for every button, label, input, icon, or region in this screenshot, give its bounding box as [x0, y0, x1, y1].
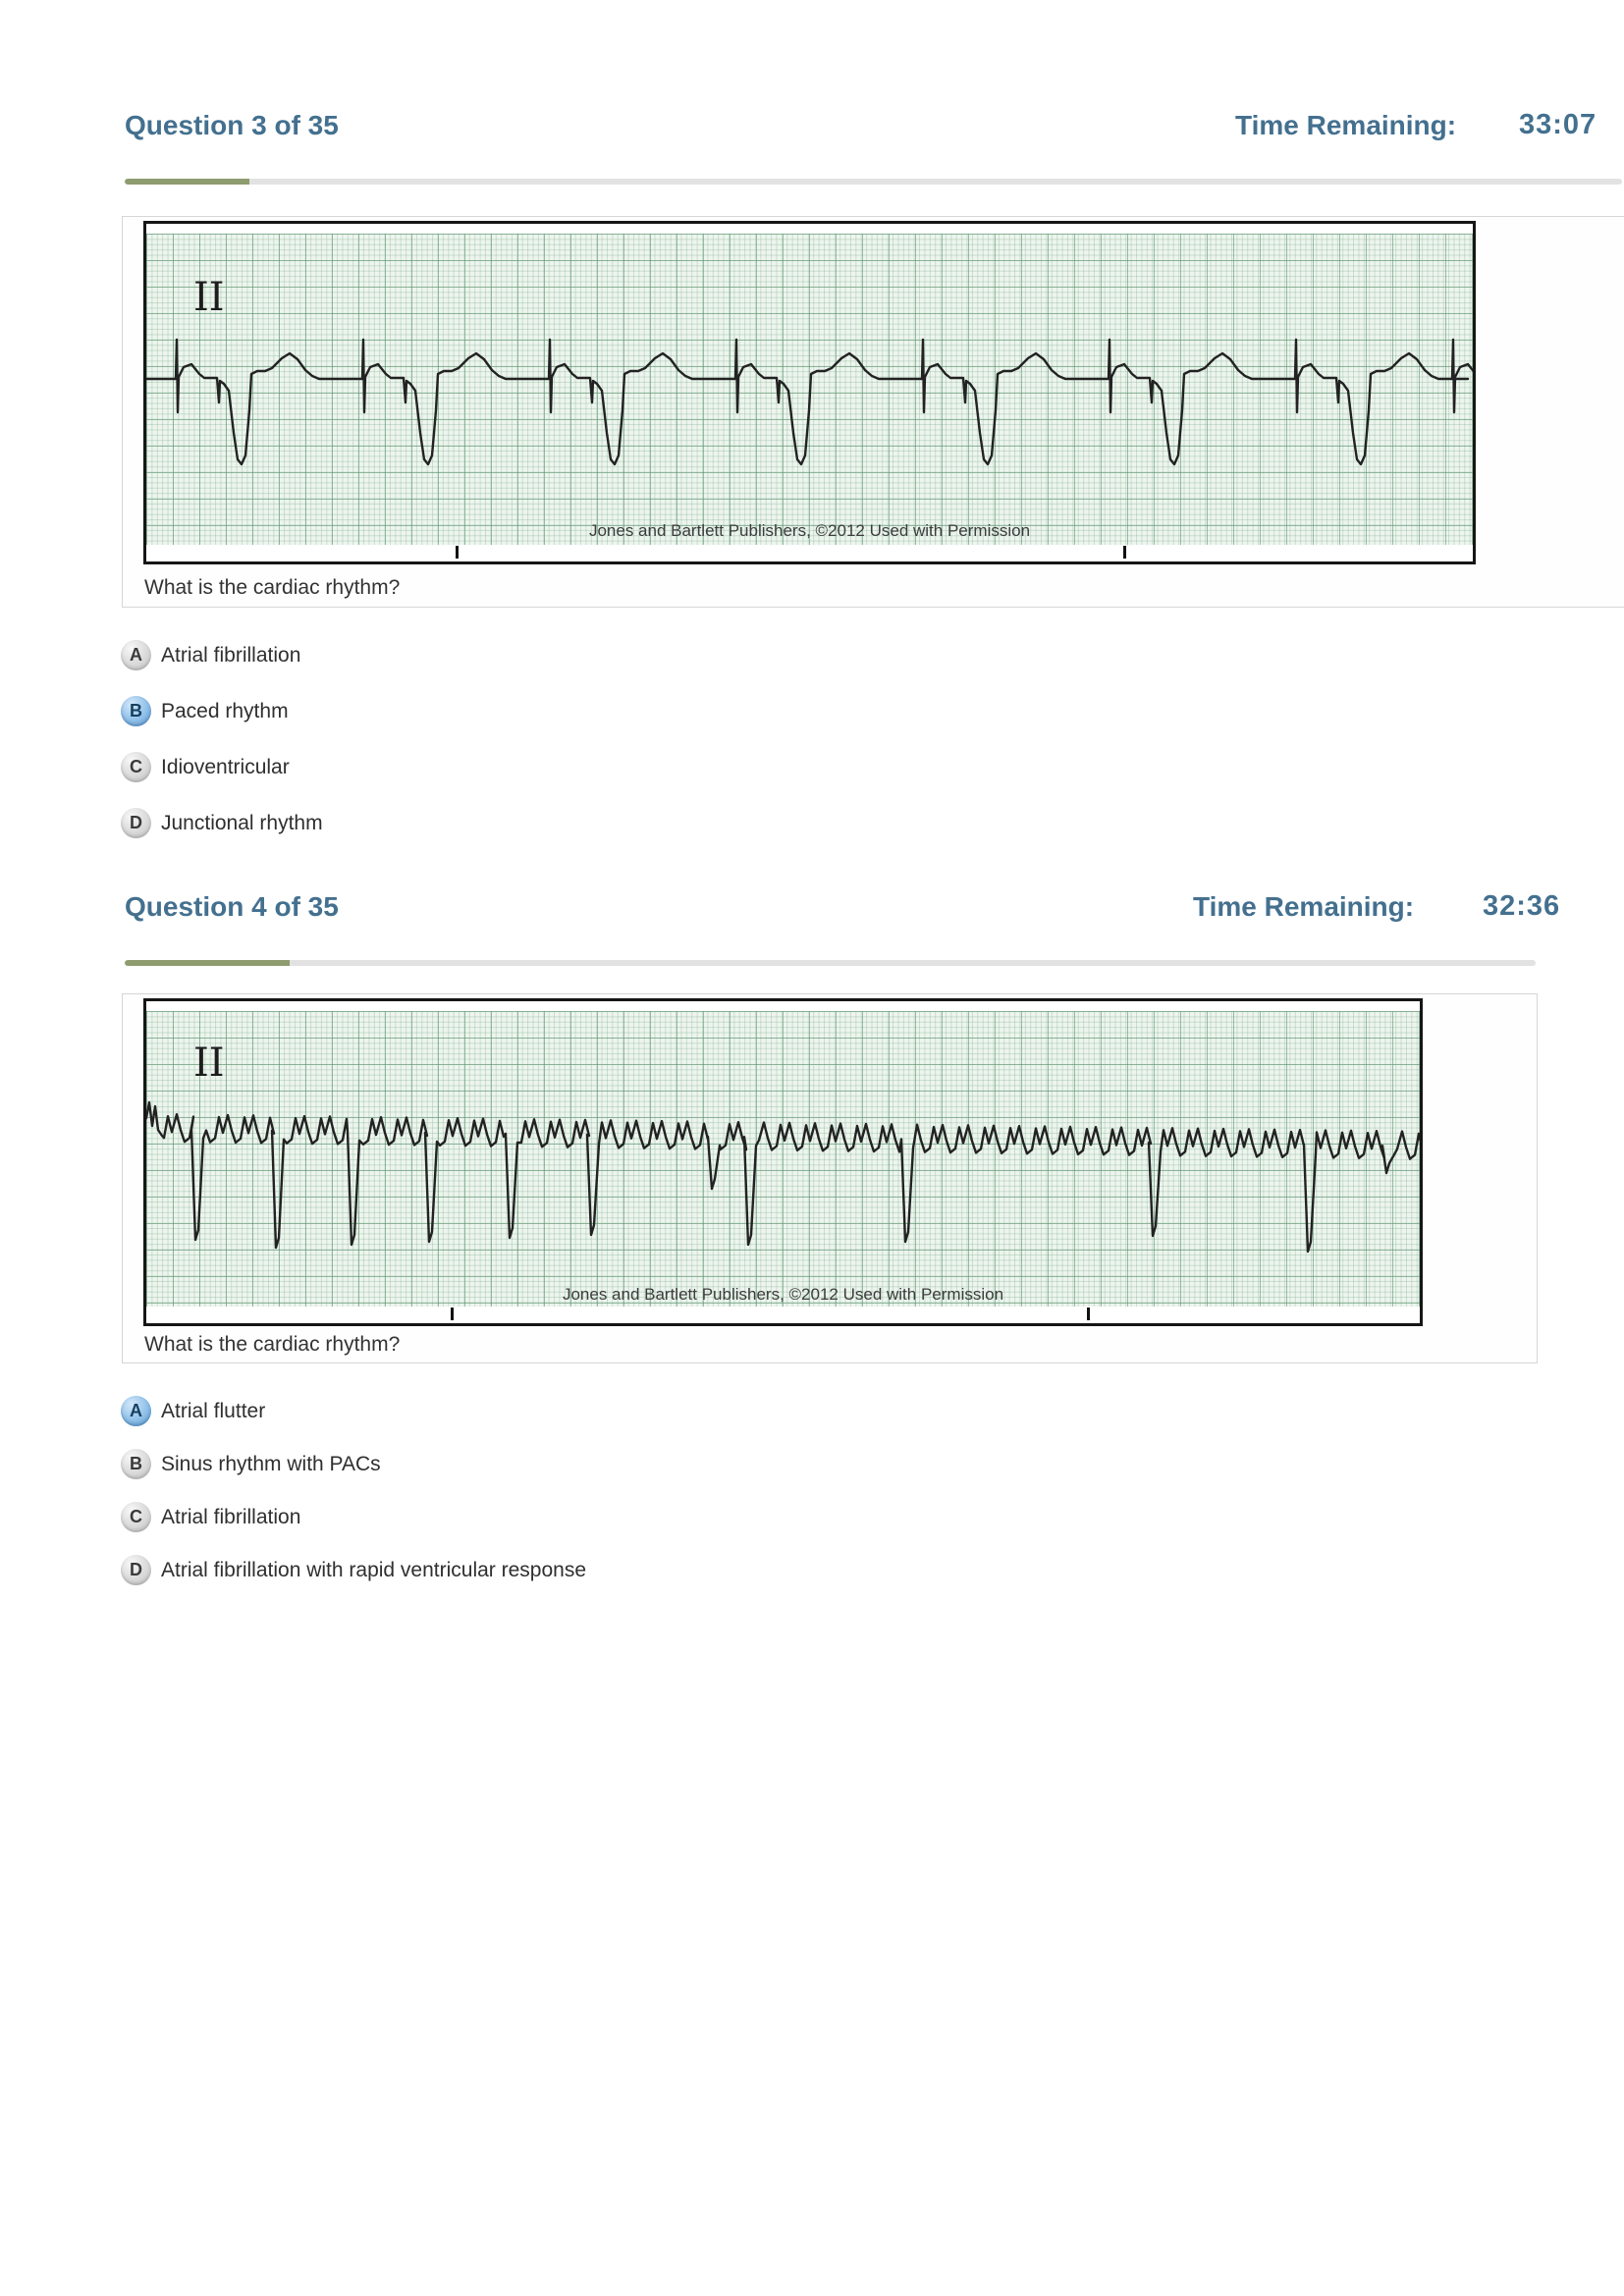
- ecg-trace: [146, 224, 1473, 561]
- option-badge[interactable]: C: [121, 1502, 151, 1532]
- ecg-strip: [143, 998, 1423, 1326]
- answer-option[interactable]: [121, 1449, 381, 1479]
- option-label: Atrial fibrillation with rapid ventricular response: [161, 1558, 587, 1581]
- ecg-attribution: Jones and Bartlett Publishers, ©2012 Used with Permission: [588, 521, 1031, 540]
- time-remaining-label: Time Remaining:: [1193, 891, 1415, 922]
- time-remaining-value: 32:36: [1483, 890, 1561, 922]
- option-badge[interactable]: A: [121, 640, 151, 670]
- option-badge[interactable]: D: [121, 1555, 151, 1585]
- option-badge[interactable]: D: [121, 808, 151, 838]
- time-remaining-value: 33:07: [1519, 109, 1597, 140]
- ecg-strip: [143, 221, 1476, 564]
- answer-option[interactable]: [121, 696, 289, 726]
- option-badge[interactable]: B: [121, 696, 151, 726]
- ecg-lead-label: II: [193, 275, 225, 320]
- ecg-tick: [1123, 546, 1126, 559]
- option-label: Atrial flutter: [161, 1399, 266, 1422]
- question-panel: [122, 216, 1624, 608]
- progress-fill: [125, 960, 290, 966]
- progress-fill: [125, 179, 249, 185]
- question-prompt: What is the cardiac rhythm?: [144, 576, 401, 599]
- question-title: Question 3 of 35: [125, 110, 339, 140]
- ecg-tick: [1087, 1308, 1090, 1320]
- option-label: Junctional rhythm: [161, 811, 323, 834]
- answer-option[interactable]: [121, 1502, 300, 1532]
- option-badge[interactable]: B: [121, 1449, 151, 1479]
- answer-option[interactable]: [121, 808, 323, 838]
- option-label: Idioventricular: [161, 755, 290, 778]
- option-label: Sinus rhythm with PACs: [161, 1452, 381, 1475]
- ecg-tick: [451, 1308, 454, 1320]
- answer-option[interactable]: [121, 1555, 586, 1585]
- progress-bar: [125, 960, 1536, 966]
- ecg-attribution: Jones and Bartlett Publishers, ©2012 Used with Permission: [562, 1285, 1004, 1304]
- time-remaining-label: Time Remaining:: [1235, 110, 1457, 140]
- question-panel: [122, 993, 1538, 1363]
- answer-option[interactable]: [121, 640, 300, 670]
- option-badge[interactable]: A: [121, 1396, 151, 1426]
- answer-option[interactable]: [121, 1396, 265, 1426]
- ecg-lead-label: II: [193, 1041, 225, 1086]
- answer-option[interactable]: [121, 752, 290, 782]
- option-label: Paced rhythm: [161, 699, 289, 722]
- ecg-trace: [146, 1001, 1420, 1323]
- ecg-tick: [456, 546, 459, 559]
- question-prompt: What is the cardiac rhythm?: [144, 1333, 401, 1356]
- option-badge[interactable]: C: [121, 752, 151, 782]
- progress-bar: [125, 179, 1622, 185]
- option-label: Atrial fibrillation: [161, 643, 301, 667]
- question-title: Question 4 of 35: [125, 891, 339, 922]
- option-label: Atrial fibrillation: [161, 1505, 301, 1528]
